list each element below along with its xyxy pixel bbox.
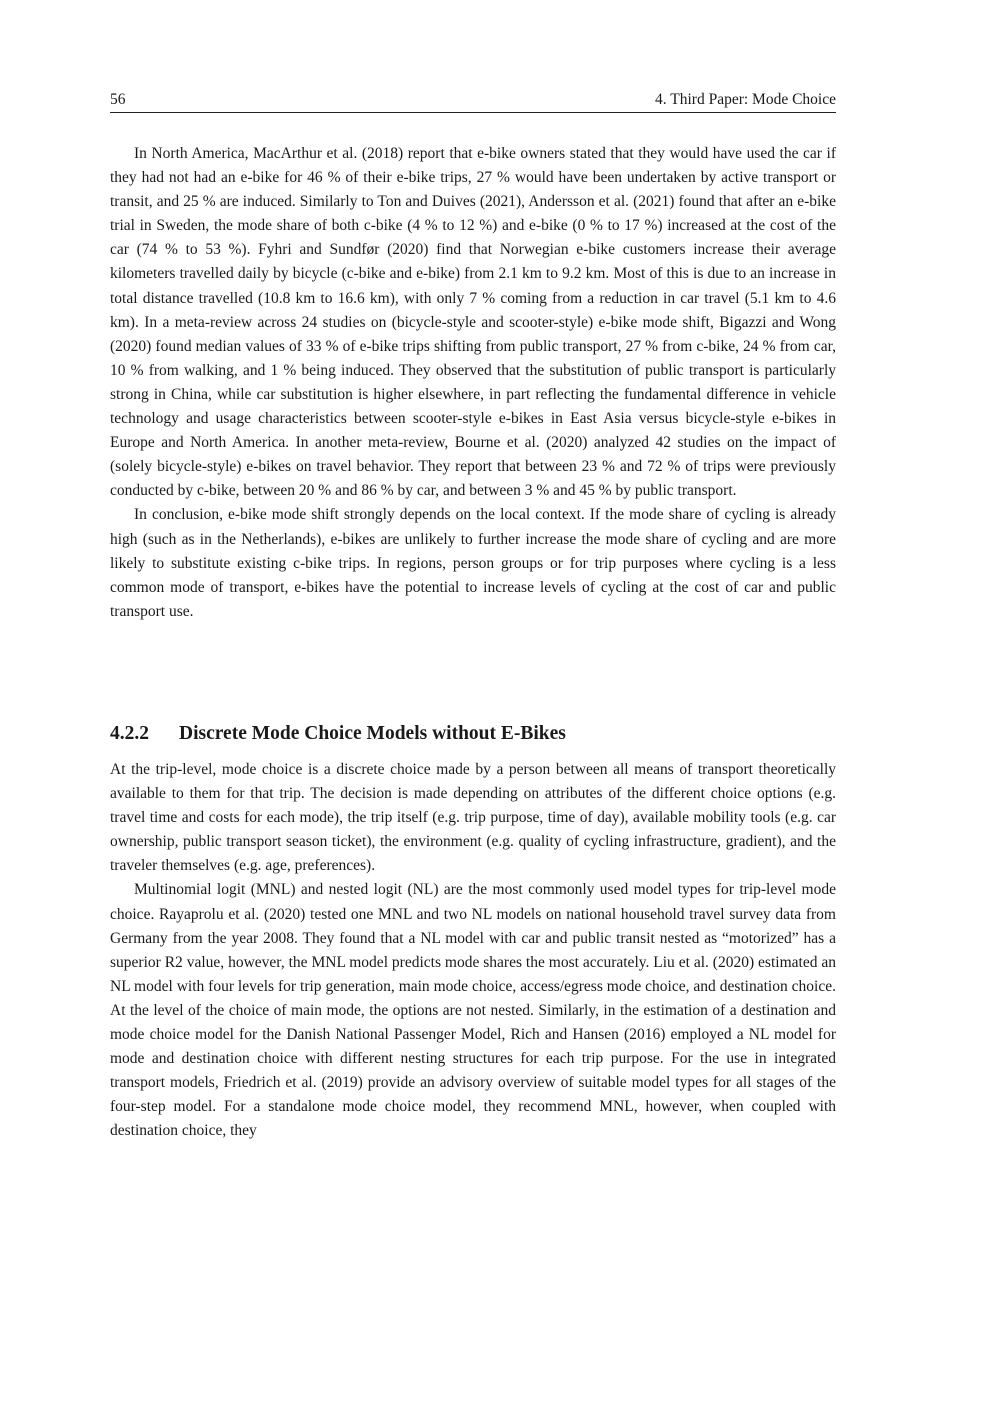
paragraph-mnl-nl: Multinomial logit (MNL) and nested logit (NL) are the most commonly used model types for trip-level mode choice. Rayaprolu et al. (2020) tested one MNL and two NL models on national household travel survey data from Germany from the year 2008. They found that a NL model with car and public transit nested as “motorized” has a superior R2 value, however, the MNL model predicts mode shares the most accurately. Liu et al. (2020) estimated an NL model with four levels for trip generation, main mode choice, access/egress mode choice, and destination choice. At the level of the choice of main mode, the options are not nested. Similarly, in the estimation of a destination and mode choice model for the Danish National Passenger Model, Rich and Hansen (2016) employed a NL model for mode and destination choice with different nesting structures for each trip purpose. For the use in integrated transport models, Friedrich et al. (2019) provide an advisory overview of suitable model types for all stages of the four-step model. For a standalone mode choice model, they recommend MNL, however, when coupled with destination choice, they	[110, 881, 836, 1140]
body-text-top	[110, 142, 836, 624]
chapter-title: 4. Third Paper: Mode Choice	[655, 91, 836, 108]
paragraph-conclusion: In conclusion, e-bike mode shift strongly depends on the local context. If the mode share of cycling is already high (such as in the Netherlands), e-bikes are unlikely to further increase the mode share of cycling and are more likely to substitute existing c-bike trips. In regions, person groups or for trip purposes where cycling is a less common mode of transport, e-bikes have the potential to increase levels of cycling at the cost of car and public transport use.	[110, 506, 836, 620]
paragraph-e-bike-studies: In North America, MacArthur et al. (2018) report that e-bike owners stated that they would have used the car if they had not had an e-bike for 46 % of their e-bike trips, 27 % would have been undertaken by active transport or transit, and 25 % are induced. Similarly to Ton and Duives (2021), Andersson et al. (2021) found that after an e-bike trial in Sweden, the mode share of both c-bike (4 % to 12 %) and e-bike (0 % to 17 %) increased at the cost of the car (74 % to 53 %). Fyhri and Sundfør (2020) find that Norwegian e-bike customers increase their average kilometers travelled daily by bicycle (c-bike and e-bike) from 2.1 km to 9.2 km. Most of this is due to an increase in total distance travelled (10.8 km to 16.6 km), with only 7 % coming from a reduction in car travel (5.1 km to 4.6 km). In a meta-review across 24 studies on (bicycle-style and scooter-style) e-bike mode shift, Bigazzi and Wong (2020) found median values of 33 % of e-bike trips shifting from public transport, 27 % from c-bike, 24 % from car, 10 % from walking, and 1 % being induced. They observed that the substitution of public transport is particularly strong in China, while car substitution is higher elsewhere, in part reflecting the fundamental difference in vehicle technology and usage characteristics between scooter-style e-bikes in East Asia versus bicycle-style e-bikes in Europe and North America. In another meta-review, Bourne et al. (2020) analyzed 42 studies on the impact of (solely bicycle-style) e-bikes on travel behavior. They report that between 23 % and 72 % of trips were previously conducted by c-bike, between 20 % and 86 % by car, and between 3 % and 45 % by public transport.	[110, 145, 836, 500]
running-header	[110, 88, 836, 113]
paragraph-trip-level: At the trip-level, mode choice is a discrete choice made by a person between all means of transport theoretically available to them for that trip. The decision is made depending on attributes of the different choice options (e.g. travel time and costs for each mode), the trip itself (e.g. trip purpose, time of day), available mobility tools (e.g. car ownership, public transport season ticket), the environment (e.g. quality of cycling infrastructure, gradient), and the traveler themselves (e.g. age, preferences).	[110, 761, 836, 875]
section-number: 4.2.2	[110, 723, 149, 744]
page-number: 56	[110, 91, 126, 108]
section-title: Discrete Mode Choice Models without E-Bikes	[179, 723, 566, 744]
section-heading	[110, 722, 836, 746]
body-text-section	[110, 758, 836, 1144]
